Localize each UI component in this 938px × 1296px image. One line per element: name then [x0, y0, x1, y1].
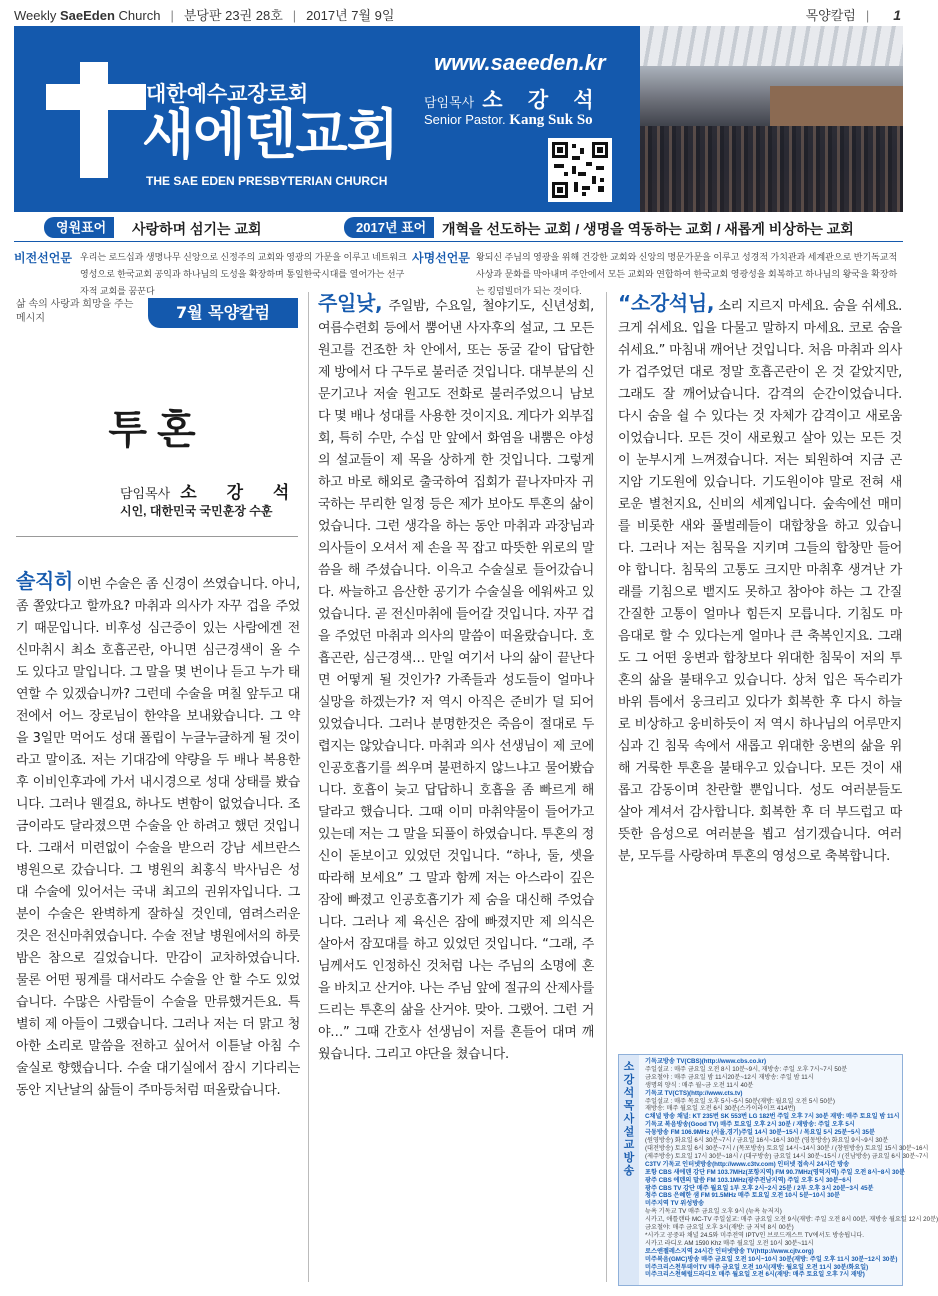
broadcast-line: 미주복음(GMC)방송 매주 금요일 오전 10시~10시 30분(재방: 주일 오후 11시 30분~12시 30분) [645, 1255, 898, 1263]
article-text: 소리 지르지 마세요. 숨을 쉬세요. 크게 쉬세요. 입을 다물고 말하지 마세요. 코로 숨을 쉬세요.” 마침내 깨어난 것입니다. 처음 마취과 의사가 겁주었던 대로 정말 호흡곤란이 온 것 같았지만, 그래도 잘 깨어났습니다. 감격의 순간이었습니다. 다시 숨을 쉴 수 있다는 것 자체가 감격이고 새로움이었습니다. 모든 것이 새로웠고 살아 있는 모든 것이 눈부시게 느껴졌습니다. 저는 퇴원하여 지금 곤지암 기도원에 있습니다. 기도원이야 말로 전혀 새로운 별천지요, 신비의 세계입니다. 숲속에선 매미를 비롯한 새와 풀벌레들이 대합창을 하고 있습니다. 그러나 저는 침묵을 지키며 그들의 합창만 들어야 합니다. 침묵의 고통도 크지만 마취후 생겨난 가래를 기침으로 뱉지도 못하고 참아야 하는 그 간질간질한 고통이 얼마나 힘든지 모릅니다. 기침도 마음대로 할 수 있다는게 얼마나 큰 축복인지요. 그래도 그 어떤 웅변과 합창보다 위대한 침묵이 저의 투혼의 삶을 불태우고 있습니다. 상처 입은 독수리가 바위 틈에서 웅크리고 있다가 회복한 후 다시 하늘로 비상하고 웅비하듯이 저 역시 하나님의 어루만지심과 긴 침묵 속에서 새롭고 위대한 웅변의 삶을 위해 거룩한 투혼을 불태우고 있습니다. 모든 것이 새롭고 감동이며 찬란할 뿐입니다. 성도 여러분들도 살아 계셔서 감사합니다. 회복한 후 더 부드럽고 따뜻한 음성으로 여러분을 뵙고 섬기겠습니다. 여러분, 모두를 사랑하며 투혼의 영성으로 축복합니다. [618, 299, 902, 864]
year-motto-text: 개혁을 선도하는 교회 / 생명을 역동하는 교회 / 새롭게 비상하는 교회 [442, 221, 854, 237]
broadcast-line: 미주크리스천헤럴드라디오 매주 월요일 오전 6시(재방: 매주 토요일 오후 7시 재방) [645, 1271, 865, 1279]
broadcast-line: 극동방송 FM 106.9MHz (서울,경기)주일 14시 30분~15시 / 목요일 5시 25분~5시 35분 [645, 1129, 875, 1137]
broadcast-line: 뉴욕 기독교 TV 매주 금요일 오후 9시 (뉴욕 뉴저지) [645, 1208, 782, 1216]
broadcast-line: (원영방송) 화요일 6시 30분~7시 / 금요일 16시~16시 30분 (영동방송) 화요일 9시~9시 30분 [645, 1137, 889, 1145]
byline [120, 478, 301, 503]
senior-pastor [424, 84, 603, 114]
qr-code-icon[interactable] [548, 138, 612, 202]
eternal-motto-text: 사랑하며 섬기는 교회 [132, 221, 262, 237]
page-number: 1 [893, 7, 901, 23]
motto-bar [14, 212, 903, 242]
masthead-weekly: Weekly [14, 8, 60, 23]
masthead-church: Church [114, 8, 161, 23]
broadcast-line: 광주 CBS 에덴의 말씀 FM 103.1MHz(광주전남지역) 주일 오후 5시 30분~6시 [645, 1176, 852, 1184]
cross-logo-icon [80, 62, 108, 178]
masthead-strip [0, 0, 917, 26]
church-english-name: THE SAE EDEN PRESBYTERIAN CHURCH [146, 174, 388, 188]
column-title: 투혼 [108, 406, 206, 453]
broadcast-line: 포항 CBS 새에덴 강단 FM 103.7MHz(포항지역) FM 90.7MHz(영덕지역) 주일 오전 8시~8시 30분 [645, 1168, 905, 1176]
article-column-2 [318, 292, 594, 1066]
broadcast-line: 광주 CBS TV 강단 매주 월요일 1부 오후 2시~2시 25분 / 2부 오후 3시 20분~3시 45분 [645, 1184, 874, 1192]
broadcast-line: 기독교 TV(CTS)(http://www.cts.tv) [645, 1089, 743, 1097]
broadcast-line: *시카고 공중파 채널 24.5와 미주전역 IPTV인 브로드캐스트 TV에서도 방송됩니다. [645, 1231, 864, 1239]
broadcast-line: 시카고, 애틀랜타 MC-TV 주일설교: 매주 금요일 오전 9시(재방: 주일 오전 8시 00분, 재방송 월요일 12시 20분) [645, 1216, 938, 1224]
broadcast-list [645, 1058, 938, 1279]
broadcast-line: C3TV 기독교 인터넷방송(http://www.c3tv.com) 인터넷 접속시 24시간 방송 [645, 1160, 850, 1168]
masthead-right: 목양칼럼 | 1 [805, 7, 901, 23]
worship-hall-photo [640, 26, 903, 212]
eternal-motto-label: 영원표어 [44, 217, 114, 238]
masthead-brand: SaeEden [60, 8, 115, 23]
article-column-1 [16, 570, 300, 1102]
article-text: 주일밤, 수요일, 철야기도, 신년성회, 여름수련회 등에서 뿜어낸 사자후의 설교, 그 모든 원고를 건조한 차 안에서, 또는 동굴 같이 답답한 제 방에서 다 구두로 불러준 것입니다. 대부분의 신문기고나 저술 원고도 전화로 불러주었으니 남보다 몇 배나 성대를 사용한 것이지요. 게다가 외부집회, 특히 수만, 수십 만 앞에서 화염을 내뿜은 야성의 설교들이 제 목을 상하게 한 것입니다. 그렇게 하고 바로 해외로 출국하여 집회가 끝나자마자 귀국하는 무리한 일정 등은 제가 보아도 투혼의 삶이었습니다. 그런 생각을 하는 동안 마취과 과장님과 의사들이 오셔서 제 손을 꼭 잡고 따뜻한 위로의 말씀을 해 주셨습니다. 이윽고 수술실로 들어갔습니다. 싸늘하고 음산한 공기가 수술실을 에워싸고 있었습니다. 곧 전신마취에 들어갈 것입니다. 자꾸 겁을 주었던 마취과 의사의 말씀이 떠올랐습니다. 호흡곤란, 심근경색… 만일 여기서 나의 삶이 끝난다면 어떻게 될 것인가? 가족들과 성도들이 얼마나 실망을 하겠는가? 저 역시 아직은 준비가 덜 되어 있었습니다. 그러나 분명한것은 죽음이 절대로 두렵지는 않았습니다. 마취과 의사 선생님이 제 코에 인공호흡기를 씌우며 불편하지 않느냐고 물어봤습니다. 호흡이 늦고 답답하니 호흡을 좀 빠르게 해 달라고 했습니다. 그때 이미 마취약물이 들어가고 있는데 저는 그 말을 되풀이 하였습니다. 투혼의 정신이 돋보이고 있었던 것입니다. “하나, 둘, 셋을 따라해 보세요” 그 말과 함께 저는 아스라이 깊은 잠에 빠졌고 인공호흡기가 제 숨을 대신해 주었습니다. 그러나 제 육신은 잠에 빠졌지만 제 의식은 살아서 잠꼬대를 하고 있었던 것입니다. “그래, 주님께서도 인정하신 것처럼 나는 주님의 소명에 혼을 바치고 산거야. 나는 주님 앞에 절규의 산제사를 드리는 투혼의 삶을 산거야. 맞아. 그랬어. 그런 거야…” 그때 간호사 선생님이 저를 흔들어 대며 깨웠습니다. 그리고 야단을 쳤습니다. [318, 299, 594, 1062]
pastor-eng-prefix: Senior Pastor. [424, 112, 510, 127]
broadcast-line: 로스앤젤레스지역 24시간 인터넷방송 TV(http://www.cjtv.org) [645, 1247, 814, 1255]
church-banner [14, 26, 903, 212]
divider [16, 536, 298, 537]
mission-label: 사명선언문 [412, 251, 470, 265]
article-column-3 [618, 292, 902, 868]
section-label: 목양칼럼 [805, 8, 856, 23]
broadcast-line: 미주지역 TV 위성방송 [645, 1200, 705, 1208]
byline-role: 시인, 대한민국 국민훈장 수훈 [120, 504, 273, 518]
masthead-left: Weekly SaeEden Church | 분당판 23권 28호 | 2017년 7월 9일 [14, 8, 395, 23]
declarations [14, 247, 903, 296]
year-motto-label: 2017년 표어 [344, 217, 434, 238]
byline-name: 소 강 석 [180, 483, 302, 503]
church-website-link[interactable]: www.saeeden.kr [434, 50, 606, 75]
vision-text: 우리는 로드십과 생명나무 신앙으로 신정주의 교회와 영광의 가문을 이루고 네트워크 영성으로 한국교회 공익과 하나님의 도성을 확장하며 통일한국시대를 열어가는 선구자적 교회를 꿈꾼다 [80, 252, 407, 296]
broadcast-line: C채널 방송 채널: KT 235번 SK 553번 LG 182번 주일 오후 7시 30분 재방: 매주 토요일 밤 11시 [645, 1113, 900, 1121]
cross-logo-bar [46, 84, 146, 110]
pastor-eng-name: Kang Suk So [509, 112, 593, 128]
broadcast-line: (대전방송) 토요일 6시 30분~7시 / (목포방송) 토요일 14시~14시 30분 / (창원방송) 토요일 15시 30분~16시 [645, 1144, 929, 1152]
broadcast-tab-label: 소 강 석 목 사 설 교 방 송 [619, 1055, 639, 1285]
vision-label: 비전선언문 [14, 251, 72, 265]
paragraph-lead: 주일낮, [318, 291, 383, 315]
column-divider [606, 292, 607, 1282]
broadcast-line: 기독교 복음방송(Good TV) 매주 토요일 오후 2시 30분 / 재방송: 주일 오후 5시 [645, 1121, 855, 1129]
mini-message: 삶 속의 사랑과 희망을 주는 메시지 [16, 299, 134, 324]
broadcast-schedule-box [618, 1054, 938, 1286]
masthead-edition: 분당판 23권 28호 [183, 8, 283, 23]
mission-text: 왕되신 주님의 영광을 위해 건강한 교회와 신앙의 명문가문을 이루고 성경적 가치관과 세계관으로 반기독교적 사상과 문화를 막아내며 주안에서 모든 교회와 연합하여 한국교회 영광성을 회복하고 하나님의 왕국을 확장하는 킹덤빌더가 되는 것이다. [476, 252, 898, 296]
broadcast-line: 미주크리스천투데이TV 매주 금요일 오전 10시(재방: 월요일 오전 11시 30분/화요일) [645, 1263, 869, 1271]
denomination-name: 대한예수교장로회 [146, 82, 309, 106]
byline-title: 담임목사 [120, 487, 171, 502]
broadcast-line: 주일설교 : 매주 목요일 오후 5시~5시 50분(재방: 월요일 오전 5시 50분) [645, 1097, 835, 1105]
column-divider [308, 292, 309, 1282]
pastor-name: 소 강 석 [482, 87, 603, 112]
broadcast-line: (제주방송) 토요일 17시 30분~18시 / (대구방송) 금요일 14시 30분~15시 / (진남방송) 금요일 6시 30분~7시 [645, 1152, 929, 1160]
masthead-date: 2017년 7월 9일 [306, 8, 395, 23]
church-name: 새에덴교회 [142, 103, 398, 166]
column-tag: 7월 목양칼럼 [148, 298, 298, 328]
broadcast-line: 생명의 양식 : 매주 월~금 오전 11시 40분 [645, 1081, 754, 1089]
pastor-title: 담임목사 [424, 96, 475, 111]
article-text: 이번 수술은 좀 신경이 쓰였습니다. 아니, 좀 쫄았다고 할까요? 마취과 의사가 자꾸 겁을 주었기 때문입니다. 비후성 심근증이 있는 사람에겐 전신마취시 최소 호흡곤란, 아니면 심근경색이 올 수도 있다고 말입니다. 그 말을 몇 번이나 듣고 누가 태연할 수 있겠습니까? 그런데 수술을 며칠 앞두고 대전에서 어느 장로님이 한약을 보내왔습니다. 그 약을 3일만 먹어도 성대 폴립이 누글누글하게 될 것이라고 말이죠. 저는 기대감에 약량을 두 배나 복용한 후 이비인후과에 가서 내시경으로 성대 상태를 봤습니다. 그러나 웬걸요, 하나도 변함이 없었습니다. 조금이라도 달라졌으면 수술을 안 하려고 했던 것입니다. 그래서 미련없이 수술을 받으러 강남 세브란스병원으로 갔습니다. 그 병원의 최홍식 박사님은 성대 수술에 있어서는 국내 최고의 권위자입니다. 그 분이 수술은 완벽하게 잘하실 것인데, 염려스러운 것은 전신마취였습니다. 수술 전날 병원에서의 하룻밤은 참으로 길었습니다. 만감이 교차하였습니다. 물론 어떤 핑계를 대서라도 수술을 안 할 수도 있었습니다. 수많은 사람들이 수술을 만류했거든요. 특별히 제 아들이 그랬습니다. 그러나 저는 더 맑고 청아한 소리로 말씀을 전하고 싶어서 이튿날 아침 수술실로 향했습니다. 수술 대기실에서 잠시 기다리는 동안 지난날의 삶들이 주마등처럼 떠올랐습니다. [16, 577, 300, 1098]
pastor-english [424, 112, 593, 129]
broadcast-line: 기독교방송 TV(CBS)(http://www.cbs.co.kr) [645, 1058, 767, 1065]
broadcast-line: 시카고 라디오 AM 1590 Khz 매주 월요일 오전 10시 30분~11시 [645, 1239, 814, 1247]
broadcast-line: 청주 CBS 은혜한 샘 FM 91.5MHz 매주 토요일 오전 10시 5분~10시 30분 [645, 1192, 840, 1200]
broadcast-line: 금요철야 : 매주 금요일 밤 11시20분~12시 재방송: 주일 밤 11시 [645, 1073, 814, 1081]
broadcast-line: 금요철야: 매주 금요일 오후 3시(재방: 금 저녁 8시 00분) [645, 1224, 794, 1232]
broadcast-line: 재방송: 매주 월요일 오전 6시 30분(스카이라이프 414번) [645, 1105, 796, 1113]
paragraph-lead: “소강석님, [618, 291, 715, 315]
broadcast-line: 주일설교 : 매주 금요일 오전 8시 10분~9시, 재방송: 주일 오후 7시~7시 50분 [645, 1065, 848, 1073]
paragraph-lead: 솔직히 [16, 569, 74, 593]
